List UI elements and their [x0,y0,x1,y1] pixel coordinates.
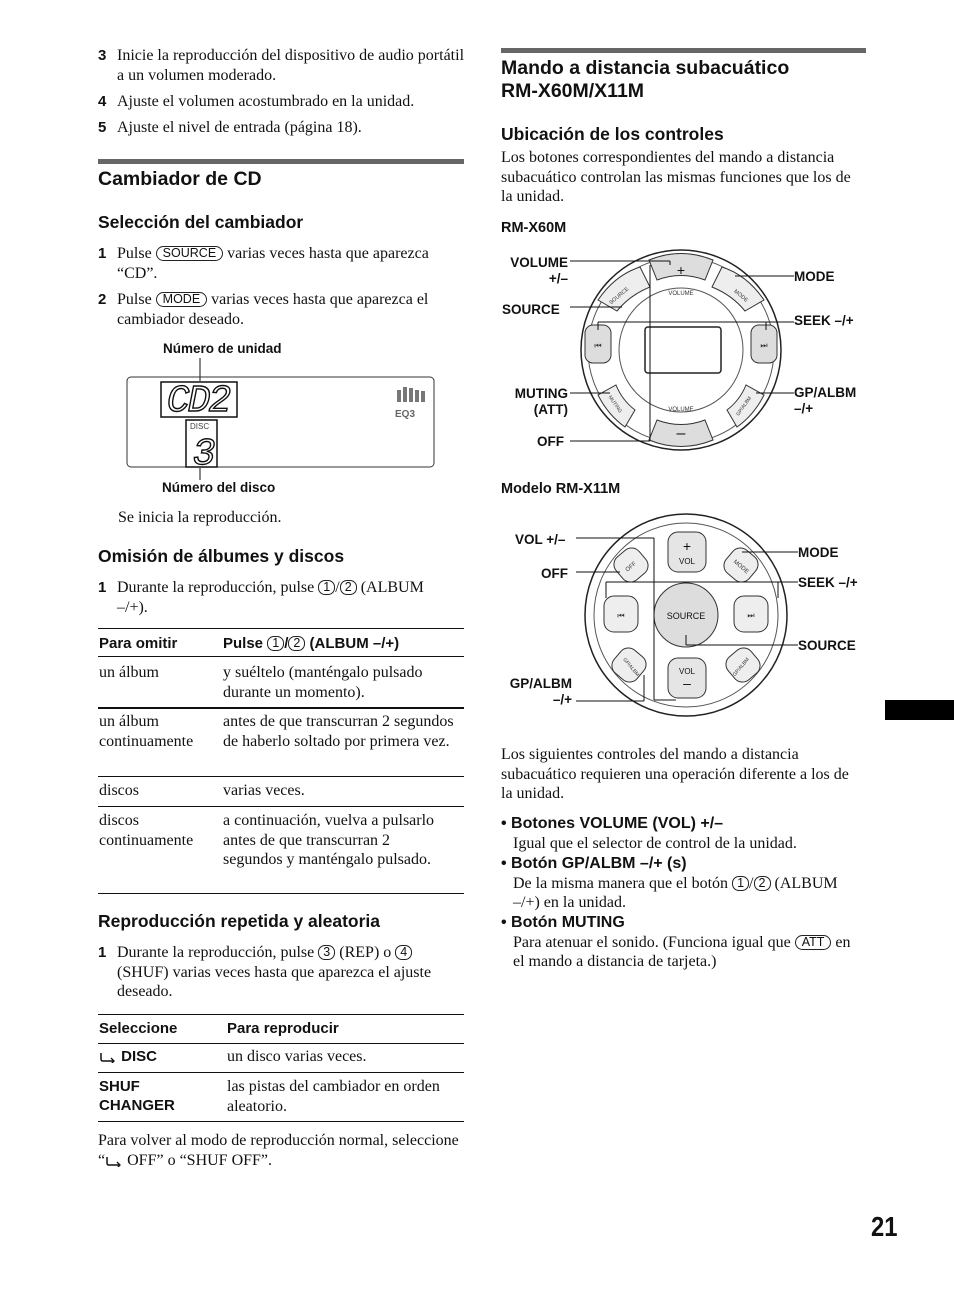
section-title-mando [501,57,789,103]
svg-text:VOL: VOL [678,557,696,566]
table-cell-b: a continuación, vuelva a pulsarlo antes de que transcurran 2 segundos y manténgalo pulsado. [223,812,435,868]
step-text: Ajuste el volumen acostumbrado en la unidad. [117,93,415,110]
svg-text:+: + [682,538,692,554]
table2-row1-a-text: DISC [121,1048,158,1065]
bullet-title: • Botón GP/ALBM –/+ (s) [501,855,687,872]
svg-text:VOLUME: VOLUME [668,291,694,297]
key-3-icon: 3 [318,945,335,960]
table2-row2-b: las pistas del cambiador en orden aleatorio. [227,1078,440,1115]
table-row [98,712,464,776]
att-key-icon: ATT [795,935,832,950]
mando-title-line1: Mando a distancia subacuático [501,57,790,79]
step-number: 5 [98,119,107,136]
x60m-label-off: OFF [537,434,564,449]
repeat-icon [99,1051,117,1063]
eq-icon [397,387,425,402]
table-bottom-rule [98,1121,464,1122]
svg-text:GP/ALBM: GP/ALBM [621,656,641,678]
section-rule [501,48,866,53]
table-cell-a: discos [99,782,139,799]
table-head-rule [98,656,464,657]
disc-number-label: Número del disco [162,480,276,495]
row-divider [98,806,464,807]
svg-text:⏭: ⏭ [747,611,755,620]
step-text-pre: Pulse [117,245,152,262]
playback-note: Se inicia la reproducción. [118,509,282,526]
display-eq-label: EQ3 [395,409,416,420]
table2-row1-a [99,1047,157,1067]
rm-x60m-caption: RM-X60M [501,220,567,236]
table-cell-b: y suéltelo (manténgalo pulsado durante un momento). [223,664,423,701]
svg-text:OFF: OFF [624,561,638,574]
bullet-title-text: Botón MUTING [511,914,625,931]
table-top-rule [98,628,464,629]
subsection-title-repetida: Reproducción repetida y aleatoria [98,911,381,931]
x11m-label-gpalbm: GP/ALBM –/+ [509,676,572,707]
svg-text:GP/ALBM: GP/ALBM [731,656,751,678]
display-disc-label: DISC [190,422,210,431]
omision-step-1 [98,578,468,618]
step-number: 1 [98,579,107,596]
step-text-post: varias veces hasta que aparezca “CD”. [117,245,429,282]
repetida-footer [98,1131,468,1170]
key-1-icon: 1 [267,636,284,651]
table2-head-col1: Seleccione [99,1020,178,1037]
table-head-rule [98,1043,464,1044]
step-text [117,244,457,283]
table2-head-col2: Para reproducir [227,1020,339,1037]
step-text [117,943,457,1002]
key-2-icon: 2 [288,636,305,651]
display-segment-text: CD2 [166,380,230,423]
step-number: 1 [98,245,107,262]
table-bottom-rule [98,893,464,894]
x60m-label-mode: MODE [794,269,835,284]
svg-text:VOL: VOL [678,667,696,676]
rm-x60m-diagram [570,245,794,455]
x11m-label-source: SOURCE [798,638,856,653]
bullet-text-post: en el mando a distancia de tarjeta.) [513,933,851,970]
step-text-pre: Durante la reproducción, pulse [117,579,315,596]
changer-display-diagram [120,355,440,480]
table-cell-a: un álbum [99,664,159,681]
x60m-label-muting: MUTING (ATT) [514,386,568,417]
table-top-rule [98,1014,464,1015]
footer-post: OFF” o “SHUF OFF”. [127,1151,273,1169]
key-4-icon: 4 [395,945,412,960]
key-2-icon: 2 [340,580,357,595]
table-cell-b: varias veces. [223,782,305,799]
bullet-text-pre: De la misma manera que el botón [513,874,729,892]
table-row [98,663,464,707]
remote-display [645,327,721,373]
mode-key-icon: MODE [156,292,208,307]
step-number: 3 [98,47,107,64]
x11m-label-mode: MODE [798,545,839,560]
section-title-cambiador: Cambiador de CD [98,168,262,190]
svg-text:GP/ALBM: GP/ALBM [735,395,754,418]
section-rule [98,159,464,164]
rm-x11m-caption: Modelo RM-X11M [501,481,621,497]
seleccion-step-2 [98,290,468,330]
step-text: Inicie la reproducción del dispositivo de audio portátil a un volumen moderado. [117,47,465,84]
bullet-volume [501,814,861,853]
x11m-label-vol: VOL +/– [515,532,566,547]
table-row [98,811,464,893]
bullet-title-text: Botones VOLUME (VOL) +/– [511,815,724,832]
table2-row2-a: SHUF CHANGER [99,1078,175,1114]
svg-text:VOLUME: VOLUME [668,407,694,413]
x60m-label-gpalbm: GP/ALBM –/+ [794,385,857,416]
table-head-col2-pre: Pulse [223,635,264,652]
table-cell-a: discos continuamente [99,812,194,849]
unit-number-label: Número de unidad [163,341,282,356]
table-cell-a: un álbum continuamente [99,713,194,750]
page-tab-marker [885,700,954,720]
svg-text:MODE: MODE [731,559,750,576]
bullet-title-text: Botón GP/ALBM –/+ (s) [511,855,687,872]
subsection-title-seleccion: Selección del cambiador [98,212,304,232]
ubicacion-text: Los botones correspondientes del mando a distancia subacuático controlan las mismas funciones que los de la unidad. [501,149,851,205]
table2-row1-b: un disco varias veces. [227,1048,367,1065]
table-row [98,781,464,805]
bullet-text-pre: Para atenuar el sonido. (Funciona igual que [513,933,791,951]
rm-x11m-diagram [576,510,798,720]
mando-title-line2: RM-X60M/X11M [501,80,645,102]
seleccion-step-1 [98,244,468,284]
step-text-pre: Durante la reproducción, pulse [117,944,315,961]
key-2-icon: 2 [754,876,771,891]
svg-text:–: – [683,675,691,691]
step-3 [98,46,468,86]
row-divider [98,776,464,777]
x11m-label-seek: SEEK –/+ [798,575,858,590]
step-text: Durante la reproducción, pulse 1 / 2 (ALBUM –/+). [117,579,424,616]
step-number: 1 [98,944,107,961]
svg-text:⏭: ⏭ [760,341,768,350]
step-text-post: (SHUF) varias veces hasta que aparezca el ajuste deseado. [117,963,432,1000]
key-1-icon: 1 [732,876,749,891]
x60m-label-volume: VOLUME +/– [510,255,568,286]
bullet-title: • Botón MUTING [501,914,625,931]
svg-text:–: – [676,425,686,442]
footer-pre: Para volver al modo de reproducción normal, seleccione “ [98,1132,459,1169]
step-number: 2 [98,291,107,308]
row-divider [98,1072,464,1073]
step-text-post: varias veces hasta que aparezca el cambiador deseado. [117,291,429,328]
step-4 [98,92,468,112]
bullet-text-post: (ALBUM –/+) en la unidad. [513,874,838,911]
svg-text:⏮: ⏮ [594,341,602,350]
step-5 [98,118,468,138]
step-text-pre: Pulse [117,291,152,308]
table-cell-b: antes de que transcurran 2 segundos de haberlo soltado por primera vez. [223,713,454,750]
source-key-icon: SOURCE [156,246,223,261]
page-number: 21 [871,1211,898,1242]
svg-text:+: + [676,262,686,278]
x60m-label-seek: SEEK –/+ [794,313,854,328]
key-1-icon: 1 [318,580,335,595]
row-divider [98,707,464,709]
bullet-text: De la misma manera que el botón 1 / 2 (ALBUM –/+) en la unidad. [513,874,838,911]
x11m-label-off: OFF [541,566,568,581]
table-head-col2-post: (ALBUM –/+) [309,635,400,652]
svg-text:⏮: ⏮ [617,611,625,620]
svg-text:SOURCE: SOURCE [608,286,631,307]
repetida-step-1 [98,943,468,1003]
bullet-text [501,933,861,972]
bullet-text: Igual que el selector de control de la unidad. [513,834,797,852]
step-number: 4 [98,93,107,110]
table-head-col1: Para omitir [99,635,178,652]
step-text: Ajuste el nivel de entrada (página 18). [117,119,362,136]
step-text [117,290,457,329]
mando-intro: Los siguientes controles del mando a distancia subacuático requieren una operación diferente a los de la unidad. [501,746,849,802]
step-text-mid: (REP) o [339,944,392,961]
bullet-title: • Botones VOLUME (VOL) +/– [501,815,724,832]
display-disc-number: 3 [192,433,216,476]
svg-text:MUTING: MUTING [606,394,623,415]
subsection-title-omision: Omisión de álbumes y discos [98,546,345,566]
svg-text:SOURCE: SOURCE [666,611,706,621]
step-text-post: (ALBUM –/+). [117,579,424,616]
bullet-gpalbm [501,854,861,913]
svg-text:MODE: MODE [732,288,749,304]
x60m-label-source: SOURCE [502,302,560,317]
table-head-col2: Pulse 1 / 2 (ALBUM –/+) [223,635,400,652]
bullet-muting [501,913,861,972]
repeat-icon [105,1155,123,1167]
subsection-title-ubicacion: Ubicación de los controles [501,124,724,144]
